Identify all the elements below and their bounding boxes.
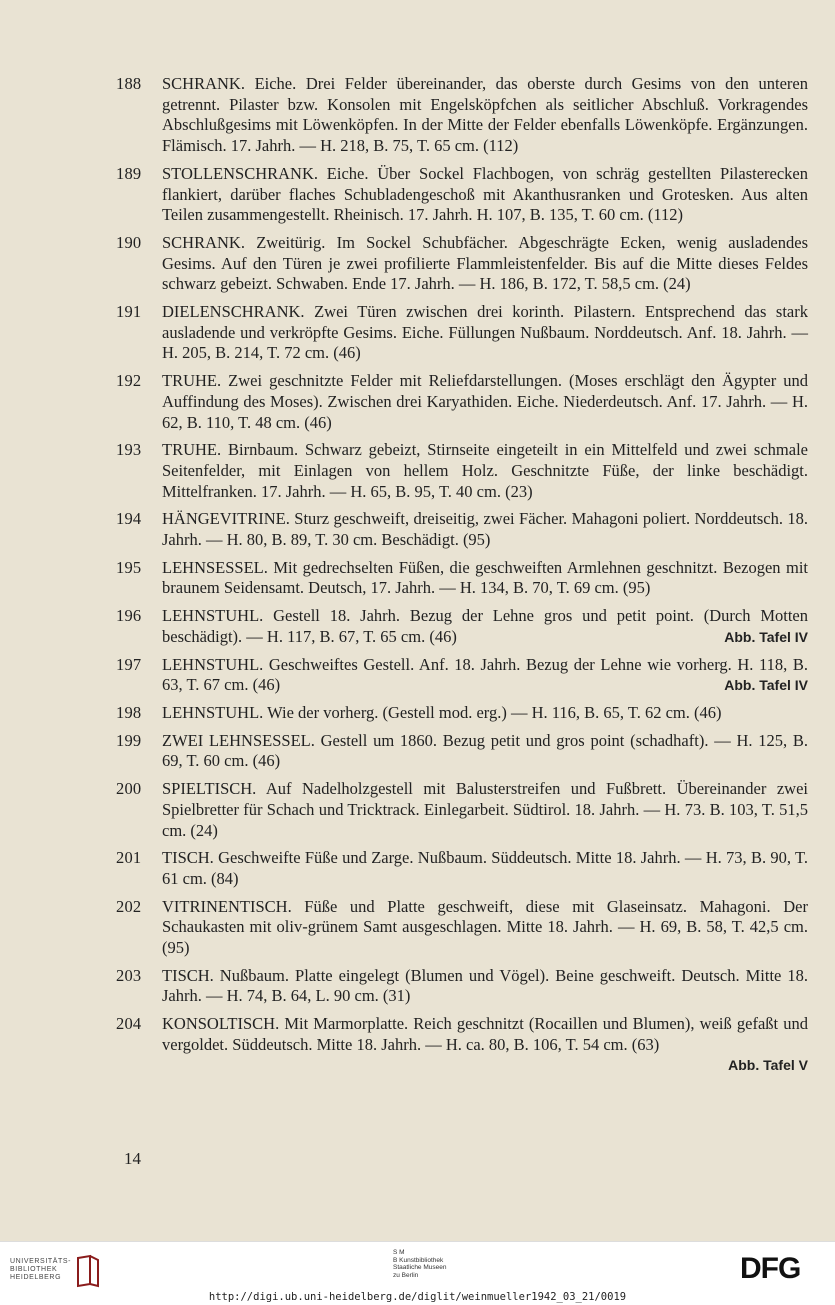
entry-description: TISCH. Geschweifte Füße und Zarge. Nußbaum. Süddeutsch. Mitte 18. Jahrh. — H. 73, B. 90, T. 61 cm. (84) (162, 848, 808, 888)
entry-text (162, 164, 808, 226)
entry-text (162, 233, 808, 295)
entry-description: VITRINENTISCH. Füße und Platte geschweift, diese mit Glaseinsatz. Mahagoni. Der Schaukasten mit oliv-grünem Samt ausgeschlagen. Mitte 18. Jahrh. — H. 69, B. 58, T. 42,5 cm. (95) (162, 896, 808, 958)
catalog-entry (0, 703, 835, 724)
catalog-entry (0, 233, 835, 295)
catalog-entry (0, 74, 835, 157)
library-line: BIBLIOTHEK (10, 1266, 58, 1273)
library-line: UNIVERSITÄTS- (10, 1258, 72, 1265)
entry-number: 190 (116, 232, 142, 252)
page-number: 14 (124, 1149, 141, 1168)
entry-text (162, 1014, 808, 1055)
catalog-entry (0, 1014, 835, 1073)
catalog-entry (0, 302, 835, 364)
catalog-entry (0, 371, 835, 433)
library-name[interactable] (10, 1258, 71, 1282)
entry-text (162, 558, 808, 599)
library-line: HEIDELBERG (10, 1274, 62, 1281)
entry-number: 197 (116, 654, 142, 674)
entry-description: LEHNSTUHL. Gestell 18. Jahrh. Bezug der Lehne gros und petit point. (Durch Motten beschädigt). — H. 117, B. 67, T. 65 cm. (46) (162, 606, 808, 646)
catalog-entry (0, 558, 835, 599)
entry-text (162, 509, 808, 550)
catalog-entry (0, 779, 835, 841)
entry-description: SPIELTISCH. Auf Nadelholzgestell mit Balusterstreifen und Fußbrett. Übereinander zwei Spielbretter für Schach und Tricktrack. Einlegarbeit. Südtirol. 18. Jahrh. — H. 73. B. 103, T. 51,5 cm. (24) (162, 779, 808, 840)
entry-text (162, 779, 808, 841)
entry-description: KONSOLTISCH. Mit Marmorplatte. Reich geschnitzt (Rocaillen und Blumen), weiß gefaßt und vergoldet. Süddeutsch. Mitte 18. Jahrh. — H. ca. 80, B. 106, T. 54 cm. (63) (162, 1014, 808, 1054)
catalog-entry (0, 848, 835, 889)
entry-text (162, 371, 808, 433)
entry-text (162, 655, 808, 696)
catalog-entry (0, 966, 835, 1007)
catalog-entry (0, 164, 835, 226)
entry-number: 194 (116, 509, 142, 529)
entry-description: STOLLENSCHRANK. Eiche. Über Sockel Flachbogen, von schräg gestellten Pilasterecken flankiert, darüber flaches Schubladengeschoß mit Akanthusranken und Grotesken. Aus alten Teilen zusammengestellt. Rheinisch. 17. Jahrh. H. 107, B. 135, T. 60 cm. (112) (162, 163, 808, 225)
entry-description: TISCH. Nußbaum. Platte eingelegt (Blumen und Vögel). Beine geschweift. Deutsch. Mitte 18. Jahrh. — H. 74, B. 64, L. 90 cm. (31) (162, 965, 808, 1006)
entry-text (162, 606, 808, 647)
catalog-entry (0, 509, 835, 550)
entry-text (162, 74, 808, 157)
dfg-logo[interactable]: DFG (740, 1252, 801, 1285)
entry-description: LEHNSTUHL. Geschweiftes Gestell. Anf. 18. Jahrh. Bezug der Lehne wie vorherg. H. 118, B. 63, T. 67 cm. (46) (162, 654, 808, 695)
entry-text (162, 897, 808, 959)
entry-number: 204 (116, 1014, 142, 1034)
entry-number: 202 (116, 896, 142, 916)
catalog-entry (0, 606, 835, 647)
entry-number: 203 (116, 965, 142, 985)
plate-reference: Abb. Tafel IV (724, 677, 808, 694)
entry-description: LEHNSESSEL. Mit gedrechselten Füßen, die geschweiften Armlehnen geschnitzt. Bezogen mit braunem Seidensamt. Deutsch, 17. Jahrh. — H. 134, B. 70, T. 69 cm. (95) (162, 557, 808, 598)
catalog-entries (0, 74, 835, 1081)
catalog-entry (0, 731, 835, 772)
entry-text (162, 302, 808, 364)
catalog-entry (0, 655, 835, 696)
entry-number: 201 (116, 848, 142, 868)
smb-logo[interactable] (393, 1249, 446, 1279)
plate-reference: Abb. Tafel V (728, 1056, 808, 1073)
entry-description: ZWEI LEHNSESSEL. Gestell um 1860. Bezug petit und gros point (schadhaft). — H. 125, B. 69, T. 60 cm. (46) (162, 730, 808, 771)
catalog-entry (0, 440, 835, 502)
entry-number: 192 (116, 371, 142, 391)
entry-description: LEHNSTUHL. Wie der vorherg. (Gestell mod. erg.) — H. 116, B. 65, T. 62 cm. (46) (162, 702, 722, 722)
entry-text (162, 731, 808, 772)
entry-number: 193 (116, 440, 142, 460)
entry-number: 188 (116, 74, 142, 93)
entry-number: 199 (116, 730, 142, 750)
entry-number: 191 (116, 302, 142, 322)
smb-line: S M (393, 1249, 405, 1256)
smb-line: B Kunstbibliothek (393, 1256, 444, 1264)
viewer-footer (0, 1241, 835, 1305)
entry-number: 198 (116, 702, 142, 722)
entry-number: 196 (116, 606, 142, 626)
smb-line: zu Berlin (393, 1271, 419, 1279)
entry-description: SCHRANK. Zweitürig. Im Sockel Schubfächer. Abgeschrägte Ecken, wenig ausladendes Gesims. Auf den Türen je zwei profilierte Flammleistenfelder. Bis auf die Mitte dieses Feldes schwarz gebeizt. Schwaben. Ende 17. Jahrh. — H. 186, B. 172, T. 58,5 cm. (24) (162, 232, 808, 294)
entry-text (162, 966, 808, 1007)
entry-number: 195 (116, 557, 142, 577)
smb-line: Staatliche Museen (393, 1264, 447, 1271)
entry-description: SCHRANK. Eiche. Drei Felder übereinander, das oberste durch Gesims von den unteren getrennt. Pilaster bzw. Konsolen mit Engelsköpfchen als seitlicher Abschluß. Vorkragendes Abschlußgesims mit Löwenköpfen. In der Mitte der Felder ebenfalls Löwenköpfe. Ergänzungen. Flämisch. 17. Jahrh. — H. 218, B. 75, T. 65 cm. (112) (162, 74, 808, 156)
catalog-entry (0, 897, 835, 959)
entry-text (162, 440, 808, 502)
entry-number: 200 (116, 779, 142, 799)
library-logo-icon (76, 1254, 100, 1288)
entry-description: HÄNGEVITRINE. Sturz geschweift, dreiseitig, zwei Fächer. Mahagoni poliert. Norddeutsch. 18. Jahrh. — H. 80, B. 89, T. 30 cm. Beschädigt. (95) (162, 509, 808, 550)
plate-reference: Abb. Tafel IV (724, 628, 808, 645)
entry-text (162, 703, 808, 724)
permalink-url[interactable]: http://digi.ub.uni-heidelberg.de/diglit/weinmueller1942_03_21/0019 (208, 1291, 627, 1303)
entry-description: TRUHE. Zwei geschnitzte Felder mit Reliefdarstellungen. (Moses erschlägt den Ägypter und Auffindung des Moses). Zwischen drei Karyathiden. Eiche. Niederdeutsch. Anf. 17. Jahrh. — H. 62, B. 110, T. 48 cm. (46) (162, 371, 808, 432)
entry-description: DIELENSCHRANK. Zwei Türen zwischen drei korinth. Pilastern. Entsprechend das stark ausladende und verkröpfte Gesims. Eiche. Füllungen Nußbaum. Norddeutsch. Anf. 18. Jahrh. — H. 205, B. 214, T. 72 cm. (46) (162, 302, 808, 363)
entry-text (162, 848, 808, 889)
entry-description: TRUHE. Birnbaum. Schwarz gebeizt, Stirnseite eingeteilt in ein Mittelfeld und zwei schmale Seitenfelder, mit Einlagen von hellem Holz. Geschnitzte Füße, der linke beschädigt. Mittelfranken. 17. Jahrh. — H. 65, B. 95, T. 40 cm. (23) (162, 440, 808, 501)
entry-number: 189 (116, 163, 142, 183)
